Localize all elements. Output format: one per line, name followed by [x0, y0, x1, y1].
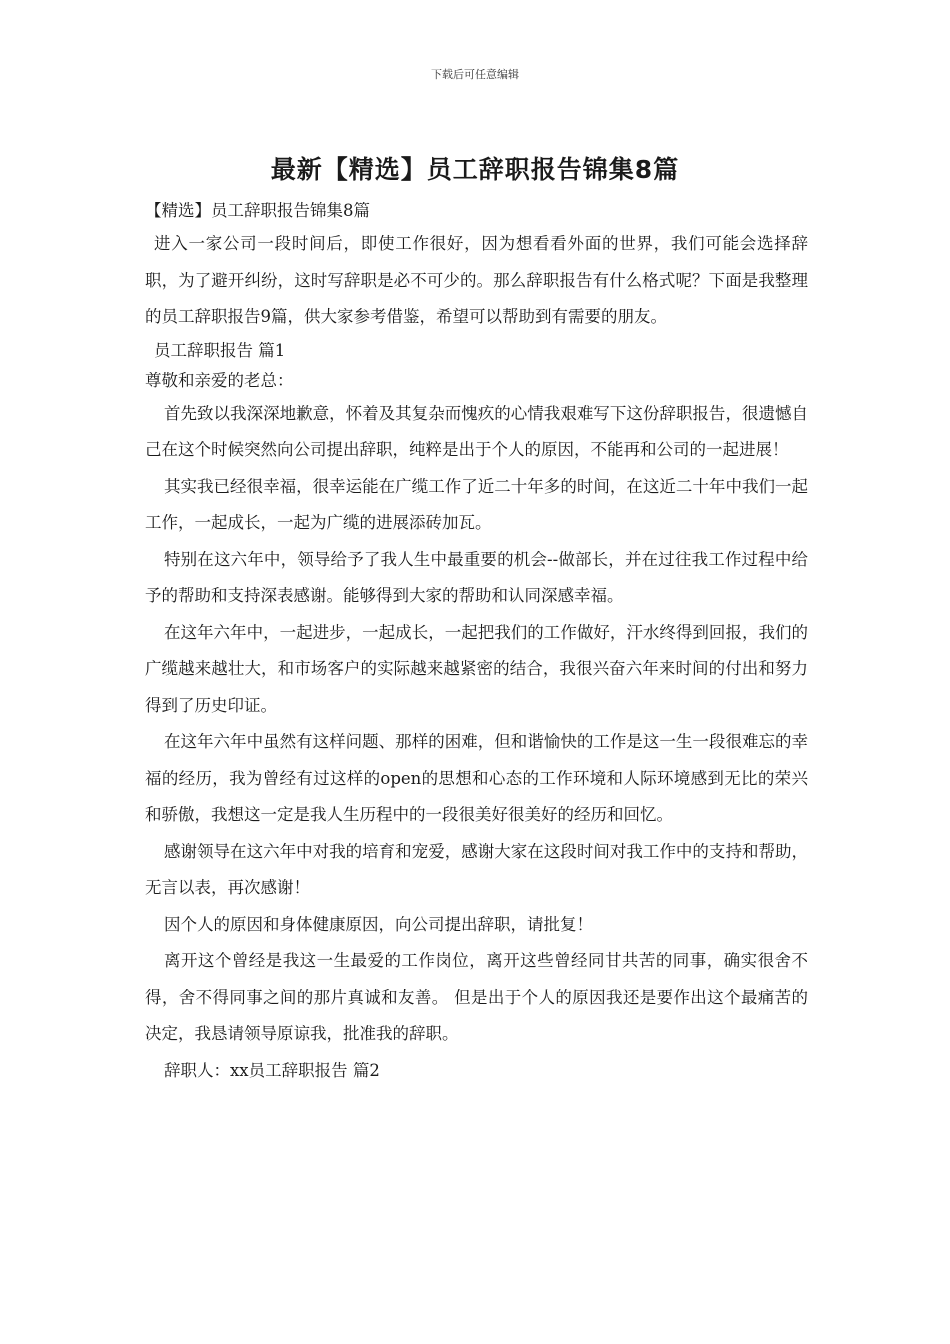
body-paragraph: 其实我已经很幸福，很幸运能在广缆工作了近二十年多的时间，在这近二十年中我们一起工作，一起成长，一起为广缆的进展添砖加瓦。 — [145, 476, 808, 532]
section-heading: 员工辞职报告 篇1 — [154, 340, 286, 360]
header-note: 下载后可任意编辑 — [431, 68, 519, 81]
intro-paragraph: 进入一家公司一段时间后，即使工作很好，因为想看看外面的世界，我们可能会选择辞职，为了避开纠纷，这时写辞职是必不可少的。那么辞职报告有什么格式呢？下面是我整理的员工辞职报告9篇，供大家参考借鉴，希望可以帮助到有需要的朋友。 — [145, 234, 808, 326]
body-paragraph: 离开这个曾经是我这一生最爱的工作岗位，离开这些曾经同甘共苦的同事，确实很舍不得，舍不得同事之间的那片真诚和友善。 但是出于个人的原因我还是要作出这个最痛苦的决定，我恳请领导原谅我，批准我的辞职。 — [145, 951, 808, 1043]
subtitle: 【精选】员工辞职报告锦集8篇 — [145, 201, 370, 220]
body-paragraph: 在这年六年中，一起进步，一起成长，一起把我们的工作做好，汗水终得到回报，我们的广缆越来越壮大，和市场客户的实际越来越紧密的结合，我很兴奋六年来时间的付出和努力得到了历史印证。 — [145, 622, 808, 715]
document-body — [145, 196, 808, 1089]
signoff-line: 辞职人：xx员工辞职报告 篇2 — [164, 1060, 380, 1080]
salutation: 尊敬和亲爱的老总： — [145, 370, 294, 390]
body-paragraph: 感谢领导在这六年中对我的培育和宠爱，感谢大家在这段时间对我工作中的支持和帮助，无言以表，再次感谢！ — [145, 841, 808, 897]
document-title: 最新【精选】员工辞职报告锦集8篇 — [270, 155, 680, 184]
body-paragraph: 因个人的原因和身体健康原因，向公司提出辞职，请批复！ — [164, 914, 593, 934]
body-paragraph: 首先致以我深深地歉意，怀着及其复杂而愧疚的心情我艰难写下这份辞职报告，很遗憾自己在这个时候突然向公司提出辞职，纯粹是出于个人的原因，不能再和公司的一起进展！ — [145, 403, 808, 459]
body-paragraph: 在这年六年中虽然有这样问题、那样的困难，但和谐愉快的工作是这一生一段很难忘的幸福的经历，我为曾经有过这样的open的思想和心态的工作环境和人际环境感到无比的荣兴和骄傲，我想这一定是我人生历程中的一段很美好很美好的经历和回忆。 — [145, 732, 808, 824]
body-paragraph: 特别在这六年中，领导给予了我人生中最重要的机会--做部长，并在过往我工作过程中给予的帮助和支持深表感谢。能够得到大家的帮助和认同深感幸福。 — [145, 549, 808, 605]
